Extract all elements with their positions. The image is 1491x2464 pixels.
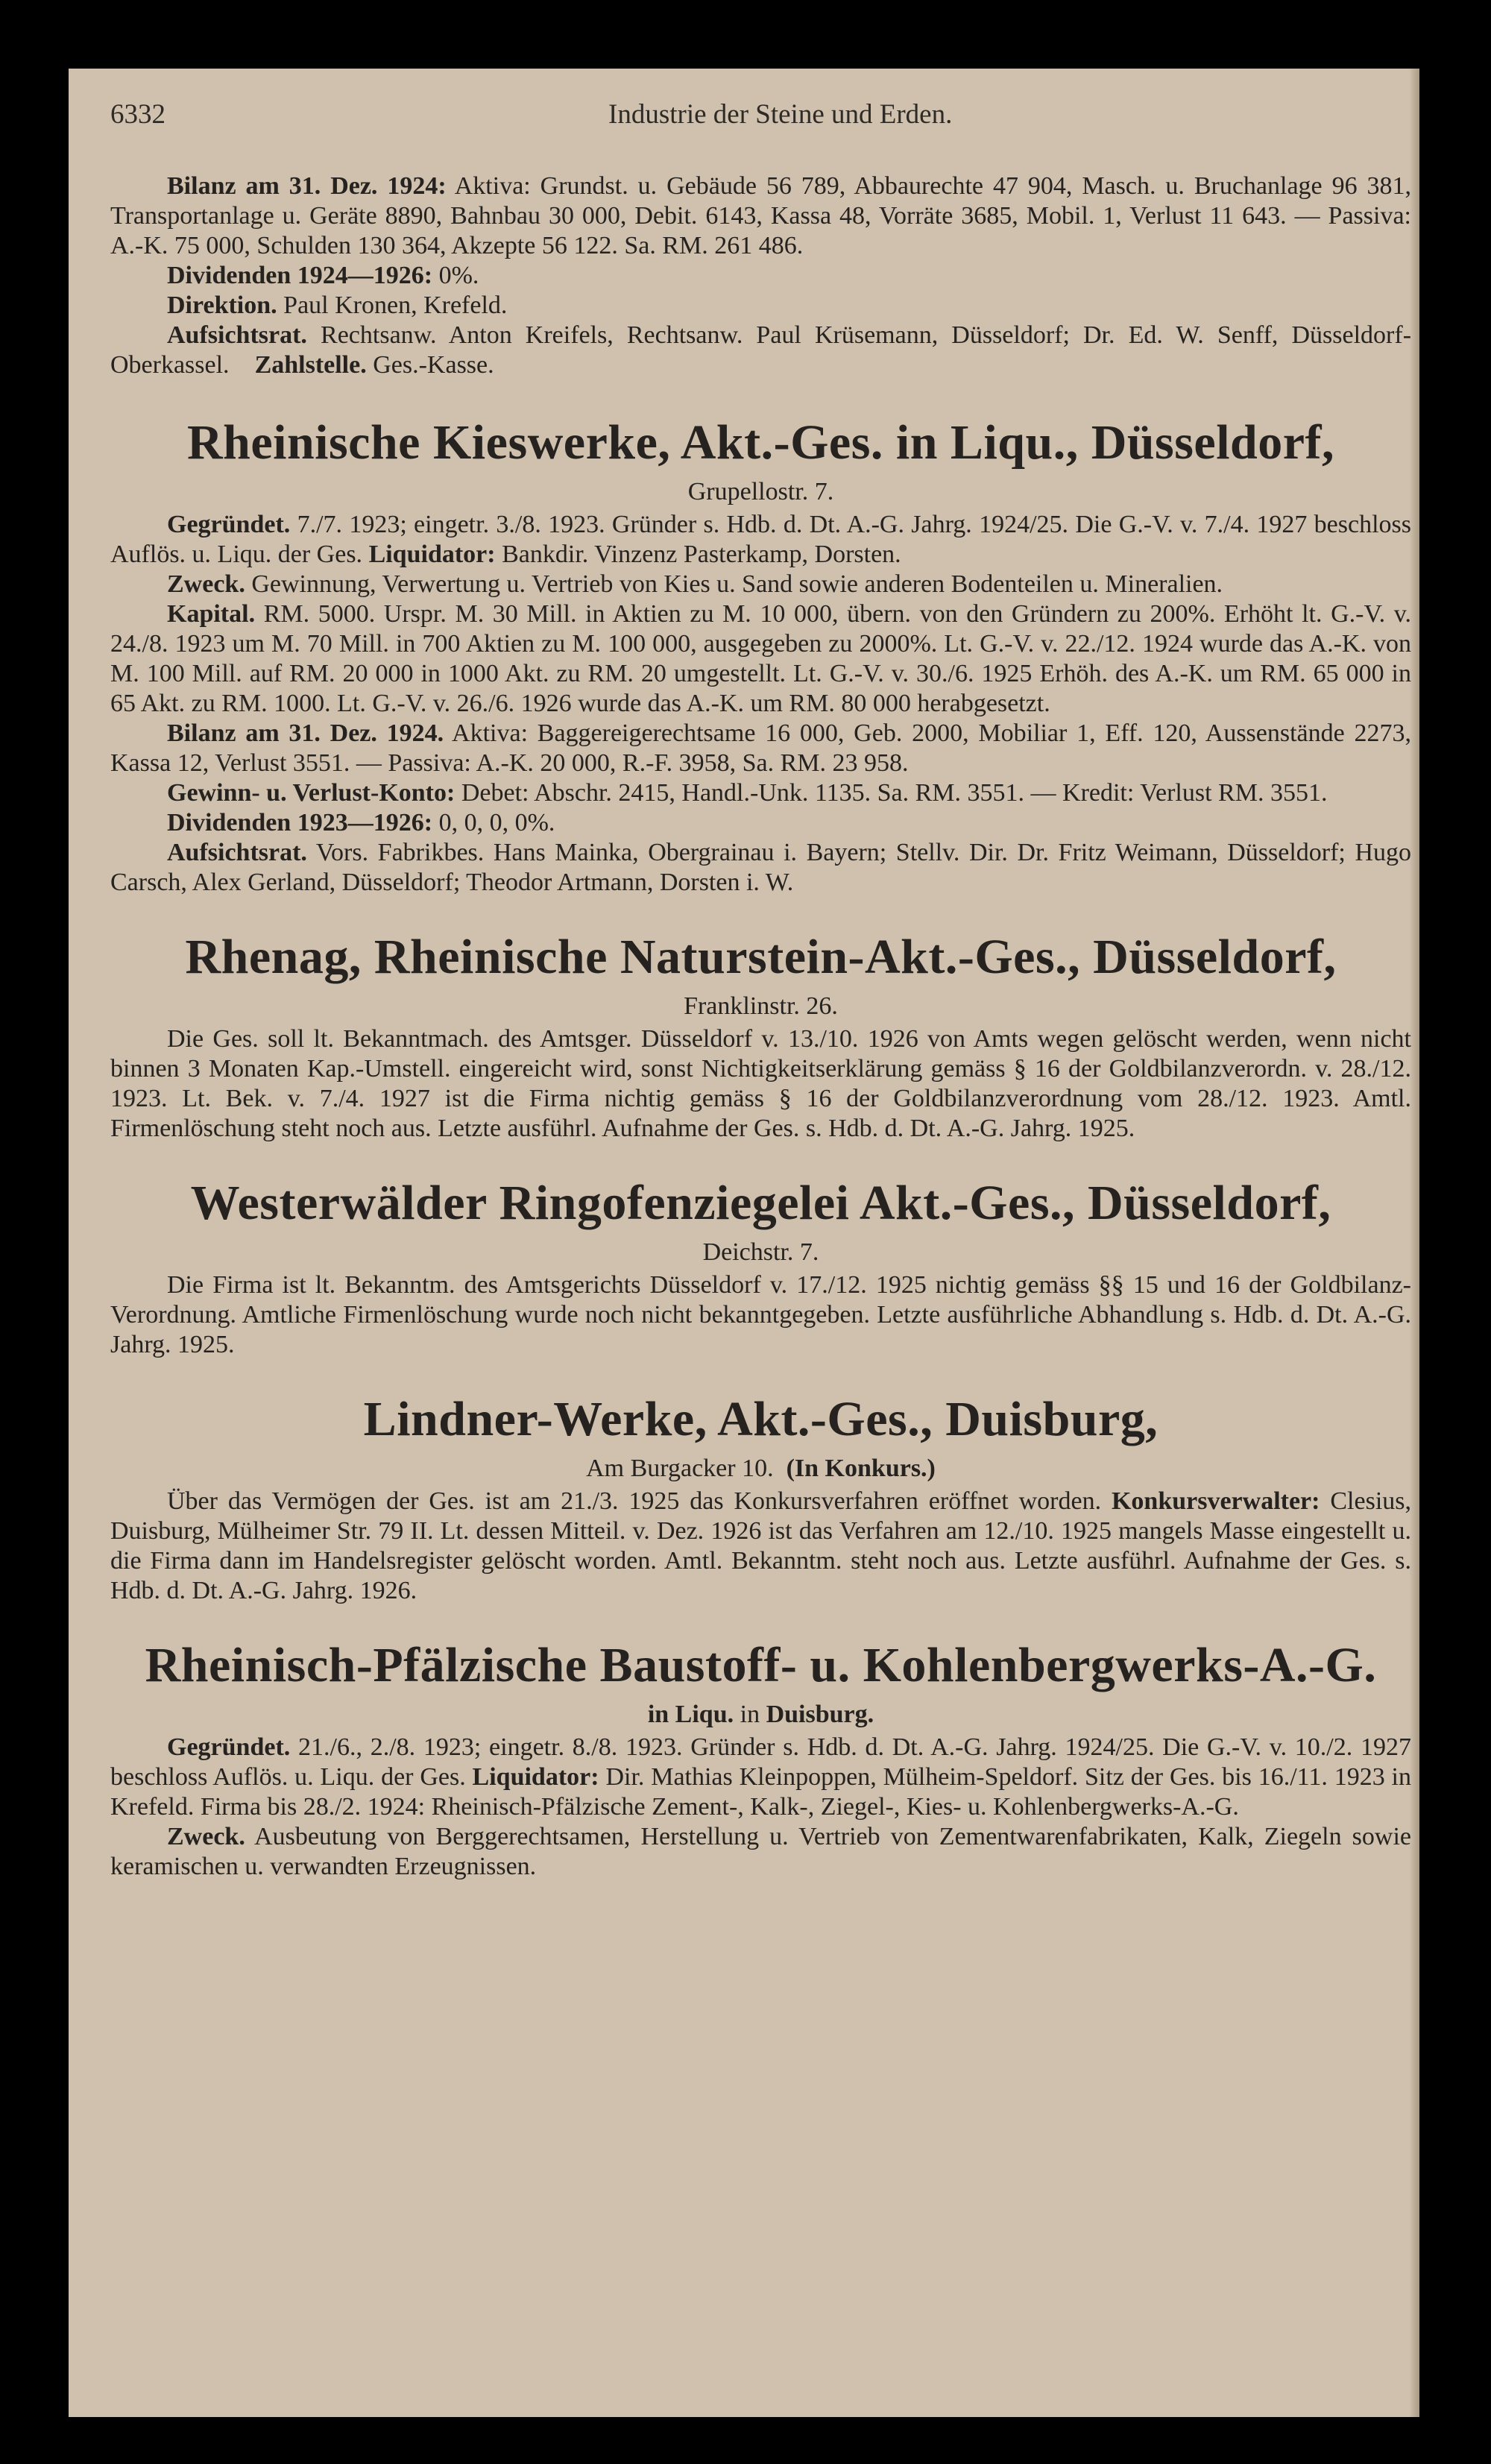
entry-text-part-2: Clesius, Duisburg, Mülheimer Str. 79 II. Lt. dessen Mitteil. v. Dez. 1926 ist das Verfahren am 12./10. 1925 mangels Masse eingestellt u. die Firma dann im Handelsregister gelöscht worden. Amtl. Bekanntm. steht noch aus. Letzte ausführl. Aufnahme der Ges. s. Hdb. d. Dt. A.-G. Jahrg. 1926. [110,1487,1411,1604]
entry-address: Grupellostr. 7. [687,478,834,505]
entry-address-line [110,1454,1411,1484]
zweck-text: Gewinnung, Verwertung u. Vertrieb von Kies u. Sand sowie anderen Bodenteilen u. Mineralien. [251,570,1223,598]
entry-heading: Rheinisch-Pfälzische Baustoff- u. Kohlenbergwerks-A.-G. [145,1638,1377,1692]
kapital-text: RM. 5000. Urspr. M. 30 Mill. in Aktien zu M. 10 000, übern. von den Gründern zu 200%. Erhöht lt. G.-V. v. 24./8. 1923 um M. 70 Mill. in 700 Aktien zu M. 100 000, ausgegeben zu 2000%. Lt. G.-V. v. 22./12. 1924 wurde das A.-K. von M. 100 Mill. auf RM. 20 000 in 1000 Akt. zu RM. 20 umgestellt. Lt. G.-V. v. 30./6. 1925 Erhöh. des A.-K. um RM. 65 000 in 65 Akt. zu RM. 1000. Lt. G.-V. v. 26./6. 1926 wurde das A.-K. um RM. 80 000 herabgesetzt. [110,600,1412,717]
guv-label: Gewinn- u. Verlust-Konto: [167,779,456,807]
entry-address: Deichstr. 7. [702,1238,819,1266]
entry-subheading [110,1700,1411,1730]
direktion-text: Paul Kronen, Krefeld. [283,292,508,319]
dividenden-paragraph [110,808,1411,838]
bilanz-label: Bilanz am 31. Dez. 1924: [167,172,447,200]
guv-paragraph [110,778,1411,808]
zweck-text: Ausbeutung von Berggerechtsamen, Herstellung u. Vertrieb von Zementwarenfabrikaten, Kalk, Ziegeln sowie keramischen u. verwandten Erzeugnissen. [110,1823,1411,1880]
bilanz-label: Bilanz am 31. Dez. 1924. [167,719,444,747]
liquidator-text: Bankdir. Vinzenz Pasterkamp, Dorsten. [502,541,901,568]
zweck-label: Zweck. [167,570,245,598]
direktion-paragraph [110,291,1411,321]
running-title: Industrie der Steine und Erden. [608,99,953,130]
entry-address: Franklinstr. 26. [684,992,838,1020]
bilanz-paragraph [110,719,1411,778]
entry-rhenag [110,927,1411,1144]
kapital-paragraph [110,599,1411,719]
zweck-label: Zweck. [167,1823,245,1850]
previous-entry-continuation [110,171,1411,380]
zweck-paragraph [110,570,1411,599]
dividenden-label: Dividenden 1923—1926: [167,809,433,836]
entry-kieswerke [110,413,1411,898]
kapital-label: Kapital. [167,600,256,628]
entry-heading: Westerwälder Ringofenziegelei Akt.-Ges., Düsseldorf, [190,1176,1331,1230]
gegruendet-text: 7./7. 1923; eingetr. 3./8. 1923. Gründer s. Hdb. d. Dt. A.-G. Jahrg. 1924/25. Die G.-V. v. 7./4. 1927 beschloss Auflös. u. Liqu. der Ges. [110,511,1411,568]
dividenden-label: Dividenden 1924—1926: [167,262,433,289]
liquidator-label: Liquidator: [472,1763,599,1791]
liquidator-text: Dir. Mathias Kleinpoppen, Mülheim-Speldorf. Sitz der Ges. bis 16./11. 1923 in Krefeld. Firma bis 28./2. 1924: Rheinisch-Pfälzische Zement-, Kalk-, Ziegel-, Kies- u. Kohlenbergwerks-A.-G. [110,1763,1411,1821]
gegruendet-paragraph [110,510,1411,570]
page-content [110,171,1411,1882]
bilanz-text: Aktiva: Baggereigerechtsame 16 000, Geb. 2000, Mobiliar 1, Eff. 120, Aussenstände 2273, Kassa 12, Verlust 3551. — Passiva: A.-K. 20 000, R.-F. 3958, Sa. RM. 23 958. [110,719,1411,777]
aufsichtsrat-text: Rechtsanw. Anton Kreifels, Rechtsanw. Paul Krüsemann, Düsseldorf; Dr. Ed. W. Senff, Düsseldorf-Oberkassel. [110,321,1412,379]
bilanz-paragraph [110,171,1411,261]
entry-pfaelzische [110,1636,1411,1882]
entry-text: Die Firma ist lt. Bekanntm. des Amtsgerichts Düsseldorf v. 17./12. 1925 nichtig gemäss §§ 15 und 16 der Goldbilanz-Verordnung. Amtliche Firmenlöschung wurde noch nicht bekanntgegeben. Letzte ausführliche Abhandlung s. Hdb. d. Dt. A.-G. Jahrg. 1925. [110,1271,1411,1358]
entry-text [110,1487,1411,1606]
zweck-paragraph [110,1822,1411,1882]
gegruendet-label: Gegründet. [167,511,291,538]
entry-address: Am Burgacker 10. [586,1455,774,1482]
aufsichtsrat-label: Aufsichtsrat. [167,321,307,349]
entry-city: Duisburg. [766,1701,874,1728]
entry-heading: Rhenag, Rheinische Naturstein-Akt.-Ges., Düsseldorf, [185,930,1337,984]
guv-text: Debet: Abschr. 2415, Handl.-Unk. 1135. Sa. RM. 3551. — Kredit: Verlust RM. 3551. [461,779,1328,807]
dividenden-text: 0%. [438,262,479,289]
gegruendet-text: 21./6., 2./8. 1923; eingetr. 8./8. 1923. Gründer s. Hdb. d. Dt. A.-G. Jahrg. 1924/25. Die G.-V. v. 10./2. 1927 beschloss Auflös. u. Liqu. der Ges. [110,1733,1411,1791]
entry-text-part-1: Über das Vermögen der Ges. ist am 21./3. 1925 das Konkursverfahren eröffnet worden. [167,1487,1102,1515]
gegruendet-label: Gegründet. [167,1733,291,1761]
aufsichtsrat-text: Vors. Fabrikbes. Hans Mainka, Obergrainau i. Bayern; Stellv. Dir. Dr. Fritz Weimann, Düsseldorf; Hugo Carsch, Alex Gerland, Düsseldorf; Theodor Artmann, Dorsten i. W. [110,839,1411,896]
gegruendet-paragraph [110,1733,1411,1822]
liquidator-label: Liquidator: [368,541,496,568]
direktion-label: Direktion. [167,292,277,319]
entry-heading: Lindner-Werke, Akt.-Ges., Duisburg, [363,1392,1159,1446]
zahlstelle-text: Ges.-Kasse. [373,351,494,379]
aufsichtsrat-label: Aufsichtsrat. [167,839,307,866]
entry-lindner [110,1390,1411,1606]
aufsichtsrat-paragraph [110,321,1411,380]
entry-status: (In Konkurs.) [786,1455,936,1482]
bilanz-text: Aktiva: Grundst. u. Gebäude 56 789, Abbaurechte 47 904, Masch. u. Bruchanlage 96 381, Transportanlage u. Geräte 8890, Bahnbau 30 000, Debit. 6143, Kassa 48, Vorräte 3685, Mobil. 1, Verlust 11 643. — Passiva: A.-K. 75 000, Schulden 130 364, Akzepte 56 122. Sa. RM. 261 486. [110,172,1411,259]
zahlstelle-label: Zahlstelle. [254,351,367,379]
aufsichtsrat-paragraph [110,838,1411,898]
konkursverwalter-label: Konkursverwalter: [1111,1487,1320,1515]
dividenden-paragraph [110,261,1411,291]
entry-text: Die Ges. soll lt. Bekanntmach. des Amtsger. Düsseldorf v. 13./10. 1926 von Amts wegen gelöscht werden, wenn nicht binnen 3 Monaten Kap.-Umstell. eingereicht wird, sonst Nichtigkeitserklärung gemäss § 16 der Goldbilanzverordn. v. 28./12. 1923. Lt. Bek. v. 7./4. 1927 ist die Firma nichtig gemäss § 16 der Goldbilanzverordnung vom 28./12. 1923. Amtl. Firmenlöschung steht noch aus. Letzte ausführl. Aufnahme der Ges. s. Hdb. d. Dt. A.-G. Jahrg. 1925. [110,1025,1411,1142]
page-number: 6332 [110,99,166,130]
liquidation-status: in Liqu. [647,1701,734,1728]
dividenden-text: 0, 0, 0, 0%. [438,809,555,836]
entry-westerwaelder [110,1173,1411,1360]
sub-connector: in [740,1701,760,1728]
entry-heading: Rheinische Kieswerke, Akt.-Ges. in Liqu., Düsseldorf, [186,415,1335,470]
